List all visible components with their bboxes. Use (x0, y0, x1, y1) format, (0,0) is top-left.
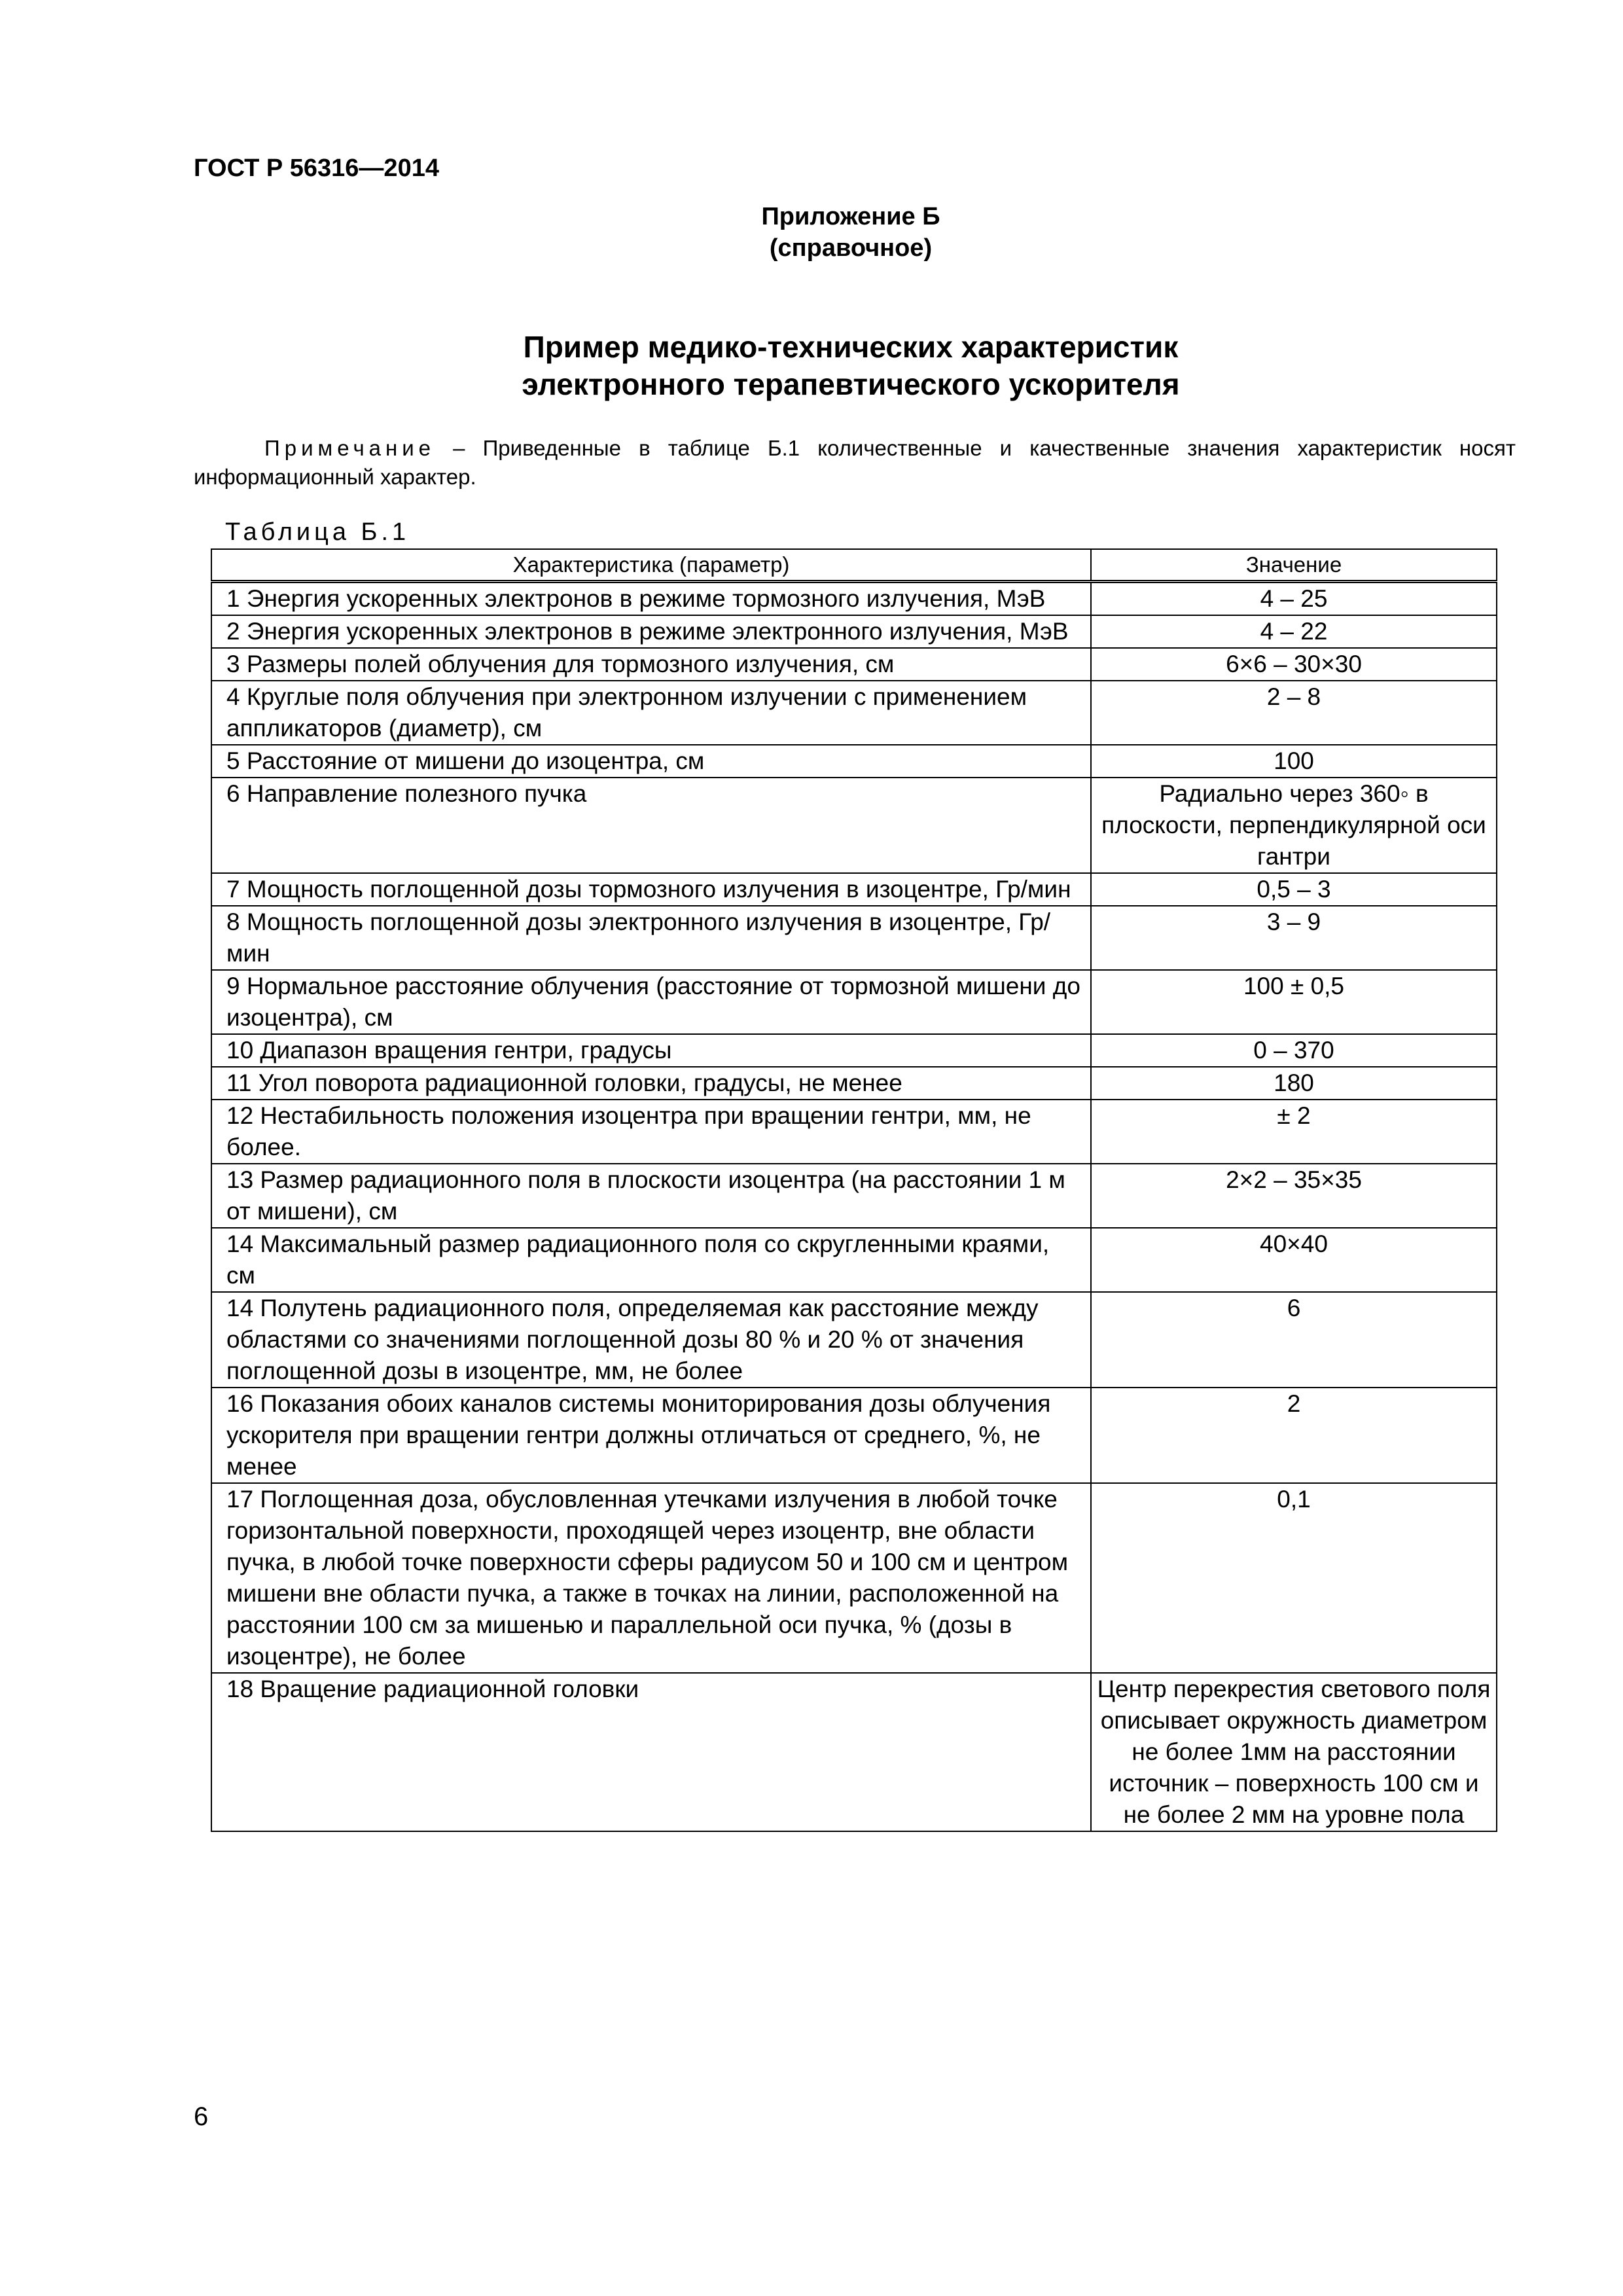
column-header-value: Значение (1091, 549, 1497, 582)
cell-parameter: 14 Максимальный размер радиационного поля со скругленными краями, см (211, 1228, 1091, 1292)
table-row (211, 745, 1497, 778)
cell-parameter: 7 Мощность поглощенной дозы тормозного излучения в изоцентре, Гр/мин (211, 873, 1091, 906)
cell-value: 180 (1091, 1067, 1497, 1100)
cell-value: 2 – 8 (1091, 681, 1497, 745)
table-row (211, 582, 1497, 616)
cell-parameter: 8 Мощность поглощенной дозы электронного излучения в изоцентре, Гр/мин (211, 906, 1091, 970)
cell-parameter: 4 Круглые поля облучения при электронном излучении с применением аппликаторов (диаметр), см (211, 681, 1091, 745)
table-row (211, 1292, 1497, 1388)
table-row (211, 906, 1497, 970)
cell-value: Радиально через 360◦ в плоскости, перпендикулярной оси гантри (1091, 778, 1497, 873)
table-row (211, 970, 1497, 1034)
cell-parameter: 18 Вращение радиационной головки (211, 1673, 1091, 1831)
cell-parameter: 5 Расстояние от мишени до изоцентра, см (211, 745, 1091, 778)
appendix-type: (справочное) (769, 234, 933, 262)
table-row (211, 1067, 1497, 1100)
cell-parameter: 16 Показания обоих каналов системы мониторирования дозы облучения ускорителя при вращении гентри должны отличаться от среднего, %, не менее (211, 1388, 1091, 1483)
cell-value: 0,1 (1091, 1483, 1497, 1673)
cell-parameter: 2 Энергия ускоренных электронов в режиме электронного излучения, МэВ (211, 615, 1091, 648)
column-header-parameter: Характеристика (параметр) (211, 549, 1091, 582)
cell-value: 6 (1091, 1292, 1497, 1388)
cell-value: 100 (1091, 745, 1497, 778)
table-row (211, 1673, 1497, 1831)
cell-value: ± 2 (1091, 1100, 1497, 1164)
title-line-2: электронного терапевтического ускорителя (522, 367, 1180, 401)
spec-table (211, 548, 1497, 1832)
cell-value: 4 – 22 (1091, 615, 1497, 648)
cell-parameter: 11 Угол поворота радиационной головки, градусы, не менее (211, 1067, 1091, 1100)
document-code: ГОСТ Р 56316—2014 (194, 154, 439, 182)
page-title (0, 329, 1623, 403)
table-row (211, 1228, 1497, 1292)
cell-value: 6×6 – 30×30 (1091, 648, 1497, 681)
note-paragraph (194, 434, 1516, 492)
table-body (211, 582, 1497, 1832)
table-row (211, 873, 1497, 906)
table-row (211, 1034, 1497, 1067)
cell-parameter: 12 Нестабильность положения изоцентра при вращении гентри, мм, не более. (211, 1100, 1091, 1164)
page-number: 6 (194, 2102, 209, 2131)
cell-parameter: 10 Диапазон вращения гентри, градусы (211, 1034, 1091, 1067)
table-row (211, 1100, 1497, 1164)
table-header-row (211, 549, 1497, 582)
table-row (211, 778, 1497, 873)
cell-parameter: 6 Направление полезного пучка (211, 778, 1091, 873)
table-row (211, 1164, 1497, 1228)
cell-value: 3 – 9 (1091, 906, 1497, 970)
cell-parameter: 9 Нормальное расстояние облучения (расстояние от тормозной мишени до изоцентра), см (211, 970, 1091, 1034)
table-row (211, 681, 1497, 745)
cell-value: 0 – 370 (1091, 1034, 1497, 1067)
appendix-label: Приложение Б (761, 203, 940, 230)
table-row (211, 615, 1497, 648)
table-caption: Таблица Б.1 (225, 518, 410, 546)
cell-parameter: 1 Энергия ускоренных электронов в режиме тормозного излучения, МэВ (211, 582, 1091, 616)
cell-value: 40×40 (1091, 1228, 1497, 1292)
cell-parameter: 14 Полутень радиационного поля, определяемая как расстояние между областями со значениями поглощенной дозы 80 % и 20 % от значения поглощенной дозы в изоцентре, мм, не более (211, 1292, 1091, 1388)
note-text: – Приведенные в таблице Б.1 количественные и качественные значения характеристик носят информационный характер. (194, 436, 1516, 489)
cell-value: 2 (1091, 1388, 1497, 1483)
note-label: Примечание (264, 436, 436, 460)
cell-value: 0,5 – 3 (1091, 873, 1497, 906)
table-row (211, 1483, 1497, 1673)
cell-value: Центр перекрестия светового поля описывает окружность диаметром не более 1мм на расстоянии источник – поверхность 100 см и не более 2 мм на уровне пола (1091, 1673, 1497, 1831)
appendix-heading (0, 201, 1623, 264)
cell-parameter: 3 Размеры полей облучения для тормозного излучения, см (211, 648, 1091, 681)
cell-value: 100 ± 0,5 (1091, 970, 1497, 1034)
cell-value: 2×2 – 35×35 (1091, 1164, 1497, 1228)
title-line-1: Пример медико-технических характеристик (523, 330, 1179, 364)
table-row (211, 648, 1497, 681)
cell-value: 4 – 25 (1091, 582, 1497, 616)
cell-parameter: 13 Размер радиационного поля в плоскости изоцентра (на расстоянии 1 м от мишени), см (211, 1164, 1091, 1228)
table-row (211, 1388, 1497, 1483)
cell-parameter: 17 Поглощенная доза, обусловленная утечками излучения в любой точке горизонтальной поверхности, проходящей через изоцентр, вне области пучка, в любой точке поверхности сферы радиусом 50 и 100 см и центром мишени вне области пучка, а также в точках на линии, расположенной на расстоянии 100 см за мишенью и параллельной оси пучка, % (дозы в изоцентре), не более (211, 1483, 1091, 1673)
